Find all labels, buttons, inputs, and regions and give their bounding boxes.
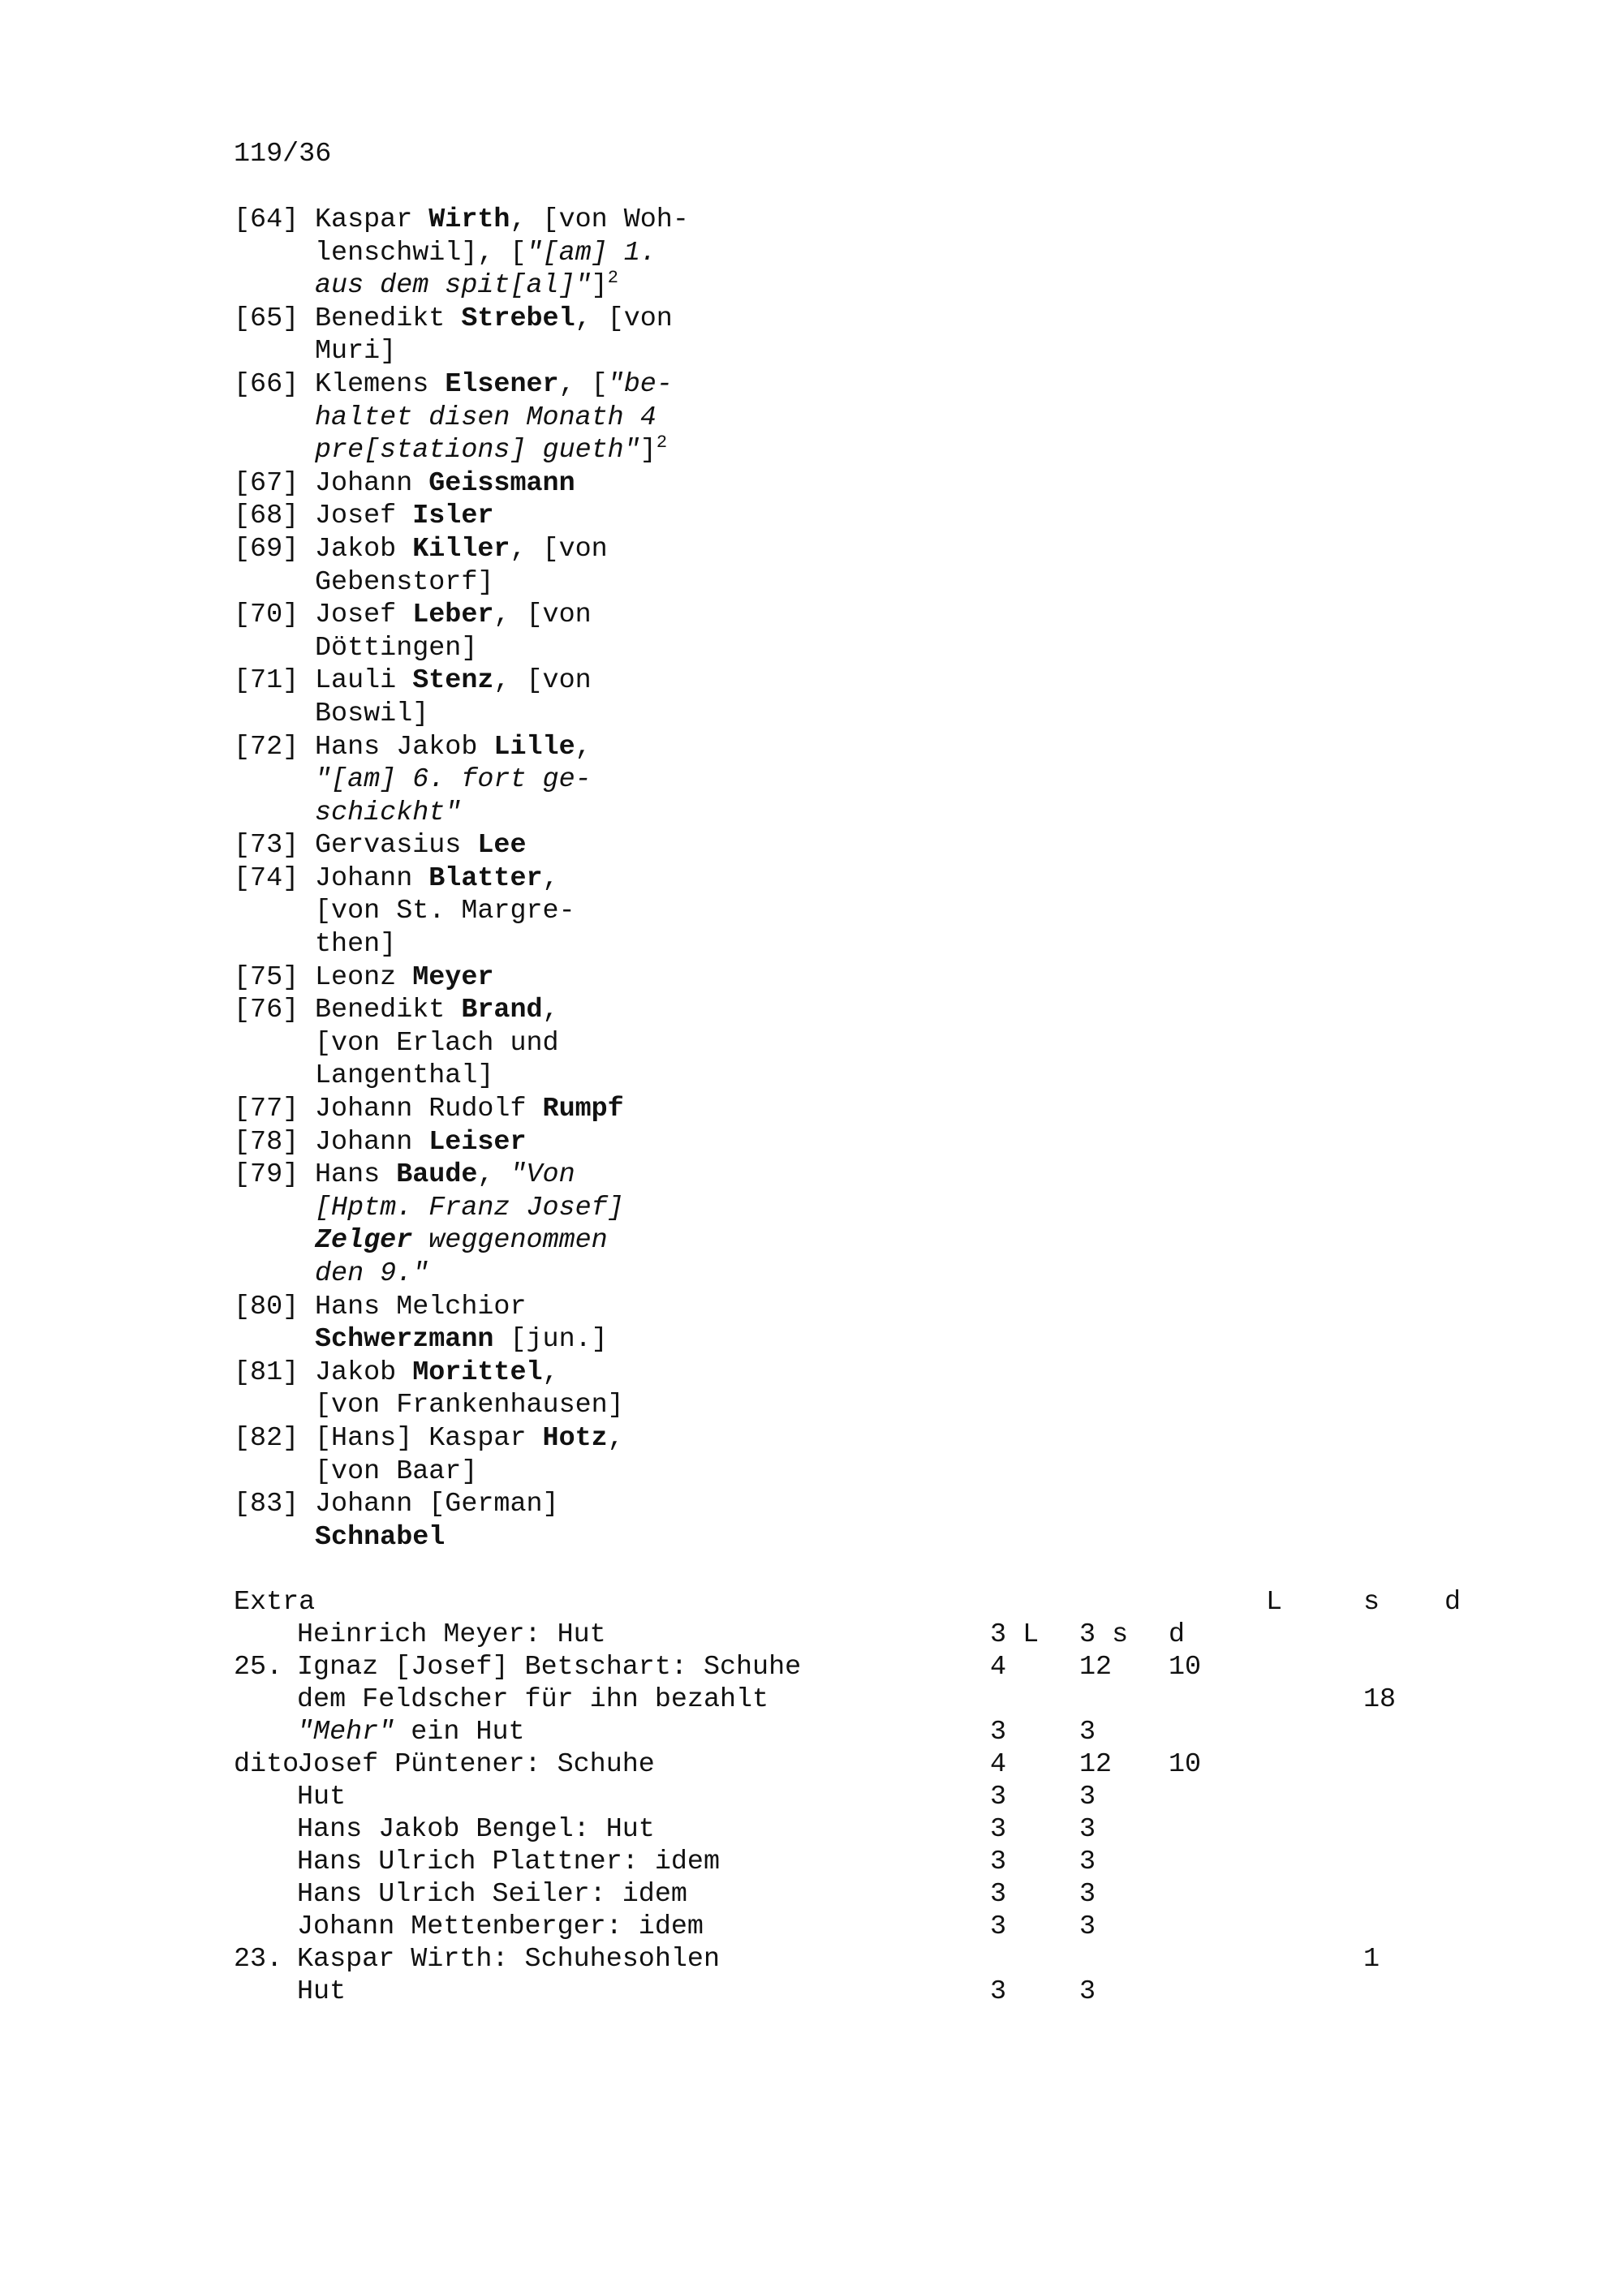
register-entry — [234, 1126, 689, 1159]
entry-number: [70] — [234, 600, 299, 631]
surname: Morittel — [412, 1357, 543, 1388]
entry-text-segment: Gervasius — [315, 830, 478, 862]
item-description — [297, 1683, 768, 1716]
entry-text-segment: Lauli — [315, 665, 413, 697]
entry-line — [315, 566, 608, 600]
entry-line — [315, 533, 608, 566]
description-text: Josef Püntener: Schuhe — [297, 1749, 655, 1780]
entry-text-segment: Josef — [315, 600, 413, 631]
entry-line — [315, 829, 527, 862]
entry-text-segment: , [von — [493, 600, 592, 631]
entry-line — [315, 632, 592, 665]
register-entry — [234, 1159, 689, 1290]
account-row — [234, 1683, 1500, 1716]
entry-text — [315, 204, 689, 303]
surname: Isler — [412, 501, 494, 532]
surname: Rumpf — [542, 1094, 624, 1125]
quoted-text: "Mehr" — [297, 1717, 395, 1748]
account-row — [234, 1716, 1500, 1748]
description-text: Hut — [297, 1976, 347, 2007]
row-prefix: 23. — [234, 1944, 283, 1975]
entry-text — [315, 599, 592, 664]
entry-number: [69] — [234, 533, 299, 565]
entry-number: [81] — [234, 1357, 299, 1388]
description-text: Hans Ulrich Seiler: idem — [297, 1879, 687, 1910]
register-entry — [234, 862, 689, 961]
surname: Zelger — [315, 1225, 413, 1257]
entry-line — [315, 1224, 624, 1258]
entry-line — [315, 368, 673, 402]
register-entry — [234, 1093, 689, 1126]
total-shillings: 1 — [1363, 1944, 1380, 1975]
register-entry — [234, 1291, 689, 1357]
amount-pounds: 3 — [990, 1976, 1007, 2007]
surname: Blatter — [428, 862, 543, 894]
entry-text-segment: , — [542, 995, 559, 1026]
entry-line — [315, 204, 689, 237]
entry-text — [315, 533, 608, 599]
footnote-marker: 2 — [656, 432, 668, 454]
entry-text — [315, 1159, 624, 1290]
entry-text-segment: Hans — [315, 1159, 397, 1191]
entry-text-segment: then] — [315, 929, 397, 961]
description-text: Ignaz [Josef] Betschart: Schuhe — [297, 1652, 802, 1683]
item-description — [297, 1976, 346, 2008]
entry-line — [315, 1323, 608, 1357]
entry-text-segment: , [von — [493, 665, 592, 697]
amount-shillings: 12 — [1079, 1652, 1113, 1683]
item-description — [297, 1748, 655, 1781]
entry-number: [68] — [234, 501, 299, 532]
description-text: Hans Jakob Bengel: Hut — [297, 1814, 655, 1845]
register-entry — [234, 500, 689, 533]
amount-shillings: 3 — [1079, 1814, 1096, 1845]
entry-text-segment: [Hptm. Franz Josef] — [315, 1192, 624, 1223]
entry-line — [315, 895, 575, 928]
entry-text-segment: , — [542, 862, 559, 894]
row-prefix: 25. — [234, 1652, 283, 1683]
entry-text-segment: Gebenstorf] — [315, 566, 494, 598]
register-entry — [234, 533, 689, 599]
surname: Geissmann — [428, 467, 575, 499]
surname: Leiser — [428, 1126, 527, 1158]
entry-text — [315, 961, 493, 995]
entry-text-segment: [von Baar] — [315, 1455, 478, 1487]
page-number: 119/36 — [234, 139, 332, 170]
entry-text-segment: Muri] — [315, 336, 397, 368]
entry-text-segment: , — [575, 731, 592, 763]
account-row — [234, 1911, 1500, 1943]
account-row — [234, 1943, 1500, 1976]
description-text: ein Hut — [394, 1717, 525, 1748]
entry-text — [315, 994, 559, 1093]
column-header-s: s — [1363, 1587, 1380, 1618]
entry-line — [315, 335, 673, 368]
entry-text-segment: "be- — [607, 368, 673, 400]
amount-shillings: 12 — [1079, 1749, 1113, 1780]
account-row — [234, 1813, 1500, 1846]
register-entry — [234, 599, 689, 664]
column-header-L: L — [1266, 1587, 1283, 1618]
entry-text-segment: [von Frankenhausen] — [315, 1390, 624, 1421]
register-entry — [234, 467, 689, 501]
entry-text — [315, 1422, 624, 1488]
entry-number: [66] — [234, 368, 299, 400]
entry-text-segment: , [von — [575, 303, 673, 334]
entry-text — [315, 500, 493, 533]
entry-text-segment: aus dem spit[al]" — [315, 270, 592, 302]
register-entry — [234, 829, 689, 862]
entry-text — [315, 1126, 527, 1159]
entry-line — [315, 928, 575, 961]
amount-shillings: 3 — [1079, 1976, 1096, 2007]
entry-line — [315, 961, 493, 995]
amount-pounds: 4 — [990, 1652, 1007, 1683]
extra-section — [234, 1586, 1500, 2008]
description-text: Hut — [297, 1782, 347, 1812]
entry-number: [82] — [234, 1422, 299, 1454]
entry-number: [71] — [234, 665, 299, 697]
surname: Elsener — [445, 368, 559, 400]
entry-text-segment: Boswil] — [315, 698, 429, 729]
account-row — [234, 1878, 1500, 1911]
description-text: Johann Mettenberger: idem — [297, 1911, 704, 1942]
entry-text-segment: Klemens — [315, 368, 446, 400]
amount-pounds: 3 — [990, 1717, 1007, 1748]
surname: Wirth — [428, 204, 510, 235]
entry-line — [315, 1422, 624, 1455]
entry-text-segment: Hans Melchior — [315, 1291, 527, 1322]
entry-text-segment: Johann [German] — [315, 1489, 559, 1520]
entry-number: [65] — [234, 303, 299, 334]
item-description — [297, 1651, 801, 1683]
register-entry — [234, 368, 689, 467]
surname: Stenz — [412, 665, 494, 697]
description-text: Hans Ulrich Plattner: idem — [297, 1847, 720, 1877]
entry-text-segment: weggenommen — [412, 1225, 608, 1257]
surname: Lille — [493, 731, 575, 763]
entry-text-segment: Johann — [315, 1126, 429, 1158]
entry-line — [315, 1093, 624, 1126]
account-row — [234, 1748, 1500, 1781]
description-text: dem Feldscher für ihn bezahlt — [297, 1684, 769, 1715]
surname: Brand — [461, 995, 543, 1026]
extra-title: Extra — [234, 1587, 316, 1618]
amount-shillings: 3 — [1079, 1847, 1096, 1877]
entry-line — [315, 1060, 559, 1093]
entry-text-segment: Jakob — [315, 1357, 413, 1388]
entry-text — [315, 1357, 624, 1422]
entry-line — [315, 1455, 624, 1489]
item-description — [297, 1943, 720, 1976]
entry-text — [315, 862, 575, 961]
entry-line — [315, 1159, 624, 1192]
amount-pounds: 3 — [990, 1814, 1007, 1845]
entry-text-segment: Leonz — [315, 961, 413, 993]
amount-pounds: 3 — [990, 1847, 1007, 1877]
entry-line — [315, 664, 592, 698]
amount-pounds: 3 — [990, 1879, 1007, 1910]
entry-line — [315, 303, 673, 336]
entry-text-segment: Kaspar — [315, 204, 429, 235]
entry-line — [315, 1192, 624, 1225]
entry-text-segment: den 9." — [315, 1258, 429, 1289]
entry-text-segment: , — [477, 1159, 510, 1191]
register-entry — [234, 961, 689, 995]
entry-line — [315, 467, 575, 501]
entry-list — [234, 204, 689, 1554]
description-text: Kaspar Wirth: Schuhesohlen — [297, 1944, 720, 1975]
entry-line — [315, 862, 575, 896]
entry-text-segment: Johann — [315, 862, 429, 894]
entry-text-segment: , [ — [558, 368, 608, 400]
item-description — [297, 1813, 655, 1846]
entry-text-segment: Johann — [315, 467, 429, 499]
amount-shillings: 3 — [1079, 1782, 1096, 1812]
amount-shillings: 3 s — [1079, 1619, 1129, 1650]
entry-text-segment: Johann Rudolf — [315, 1094, 543, 1125]
account-row — [234, 1976, 1500, 2008]
entry-line — [315, 698, 592, 731]
entry-number: [83] — [234, 1489, 299, 1520]
surname: Baude — [396, 1159, 478, 1191]
surname: Schwerzmann — [315, 1324, 494, 1356]
entry-line — [315, 599, 592, 632]
entry-number: [73] — [234, 830, 299, 862]
entry-line — [315, 434, 673, 467]
entry-line — [315, 1389, 624, 1422]
surname: Killer — [412, 533, 510, 565]
surname: Hotz — [542, 1422, 608, 1454]
entry-line — [315, 797, 592, 830]
entry-text — [315, 467, 575, 501]
entry-line — [315, 402, 673, 435]
surname: Strebel — [461, 303, 575, 334]
amount-pounds: 3 L — [990, 1619, 1040, 1650]
footnote-marker: 2 — [607, 268, 618, 289]
entry-text-segment: Jakob — [315, 533, 413, 565]
entry-text-segment: "Von — [510, 1159, 575, 1191]
amount-shillings: 3 — [1079, 1911, 1096, 1942]
description-text: Heinrich Meyer: Hut — [297, 1619, 606, 1650]
entry-text — [315, 303, 673, 368]
entry-line — [315, 1126, 527, 1159]
column-header-d: d — [1444, 1587, 1462, 1618]
entry-text-segment: , [von Woh- — [510, 204, 689, 235]
account-row — [234, 1651, 1500, 1683]
register-entry — [234, 303, 689, 368]
item-description — [297, 1846, 720, 1878]
entry-number: [76] — [234, 995, 299, 1026]
amount-pence: 10 — [1169, 1749, 1202, 1780]
entry-text-segment: pre[stations] gueth" — [315, 435, 640, 467]
account-row — [234, 1619, 1500, 1651]
entry-text — [315, 731, 592, 830]
entry-text — [315, 368, 673, 467]
amount-shillings: 3 — [1079, 1717, 1096, 1748]
entry-text-segment: Benedikt — [315, 995, 462, 1026]
entry-text-segment: , [von — [510, 533, 608, 565]
item-description — [297, 1911, 704, 1943]
entry-text-segment: [von Erlach und — [315, 1027, 559, 1059]
entry-text-segment: "[am] 6. fort ge- — [315, 764, 592, 796]
extra-header-row — [234, 1586, 1500, 1619]
entry-text-segment: Benedikt — [315, 303, 462, 334]
entry-text-segment: [von St. Margre- — [315, 896, 575, 927]
entry-text-segment: , — [542, 1357, 559, 1388]
register-entry — [234, 1357, 689, 1422]
surname: Meyer — [412, 961, 494, 993]
surname: Leber — [412, 600, 494, 631]
register-entry — [234, 994, 689, 1093]
entry-line — [315, 731, 592, 764]
amount-pence: d — [1169, 1619, 1186, 1650]
entry-line — [315, 1027, 559, 1060]
entry-text-segment: Josef — [315, 501, 413, 532]
entry-number: [77] — [234, 1094, 299, 1125]
item-description — [297, 1781, 346, 1813]
amount-pounds: 3 — [990, 1782, 1007, 1812]
entry-text-segment: [Hans] Kaspar — [315, 1422, 543, 1454]
entry-text — [315, 1291, 608, 1357]
account-row — [234, 1846, 1500, 1878]
entry-number: [64] — [234, 204, 299, 235]
entry-text-segment: Hans Jakob — [315, 731, 494, 763]
entry-line — [315, 1258, 624, 1291]
item-description — [297, 1619, 606, 1651]
entry-line — [315, 237, 689, 270]
entry-number: [75] — [234, 961, 299, 993]
entry-line — [315, 763, 592, 797]
entry-text-segment: schickht" — [315, 797, 462, 828]
surname: Lee — [477, 830, 527, 862]
entry-text-segment: , — [607, 1422, 624, 1454]
account-row — [234, 1781, 1500, 1813]
entry-text-segment: "[am] 1. — [526, 237, 657, 269]
entry-text — [315, 829, 527, 862]
entry-line — [315, 500, 493, 533]
entry-text-segment: Langenthal] — [315, 1060, 494, 1092]
entry-line — [315, 1521, 559, 1554]
amount-pounds: 3 — [990, 1911, 1007, 1942]
entry-number: [67] — [234, 467, 299, 499]
entry-text — [315, 1488, 559, 1554]
entry-number: [79] — [234, 1159, 299, 1191]
entry-text-segment: ] — [591, 270, 608, 302]
row-prefix: dito — [234, 1749, 299, 1780]
amount-pence: 10 — [1169, 1652, 1202, 1683]
entry-line — [315, 1488, 559, 1521]
register-entry — [234, 731, 689, 830]
entry-text-segment: lenschwil], [ — [315, 237, 527, 269]
entry-line — [315, 1357, 624, 1390]
register-entry — [234, 664, 689, 730]
amount-pounds: 4 — [990, 1749, 1007, 1780]
amount-shillings: 3 — [1079, 1879, 1096, 1910]
entry-line — [315, 994, 559, 1027]
surname: Schnabel — [315, 1521, 446, 1553]
entry-text — [315, 1093, 624, 1126]
entry-text-segment: ] — [639, 435, 657, 467]
item-description — [297, 1878, 687, 1911]
entry-text-segment: Döttingen] — [315, 632, 478, 664]
register-entry — [234, 1488, 689, 1554]
entry-number: [80] — [234, 1291, 299, 1322]
item-description — [297, 1716, 525, 1748]
entry-number: [72] — [234, 731, 299, 763]
entry-number: [74] — [234, 862, 299, 894]
register-entry — [234, 204, 689, 303]
entry-text — [315, 664, 592, 730]
total-shillings: 18 — [1363, 1684, 1397, 1715]
register-entry — [234, 1422, 689, 1488]
entry-line — [315, 269, 689, 303]
entry-text-segment: [jun.] — [493, 1324, 608, 1356]
entry-text-segment: haltet disen Monath 4 — [315, 402, 657, 433]
entry-number: [78] — [234, 1126, 299, 1158]
entry-line — [315, 1291, 608, 1324]
